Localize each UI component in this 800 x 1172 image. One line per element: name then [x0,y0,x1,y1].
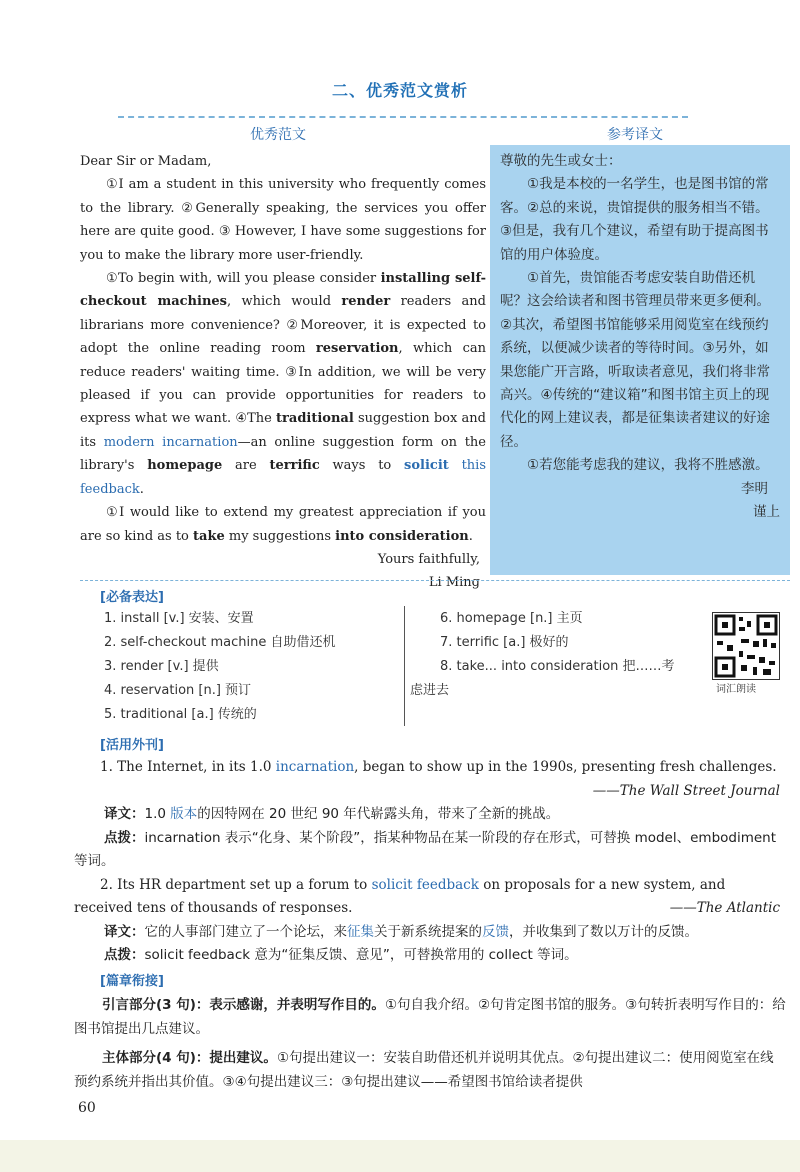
translation-paragraph-3: ①若您能考虑我的建议，我将不胜感激。 [527,457,769,474]
structure-paragraph-1: 引言部分(3 句)：表示感谢，并表明写作目的。①句自我介绍。②句肯定图书馆的服务。③句转折表明写作目的：给图书馆提出几点建议。 [74,997,786,1037]
essay-paragraph-3: ①I would like to extend my greatest appreciation if you are so kind as to take my suggestions into consideration. [80,505,486,544]
usage-section [74,756,780,968]
qr-label: 词汇朗读 [716,684,756,695]
essay-paragraph-1: ①I am a student in this university who frequently comes to the library. ②Generally speaking, the services you offer here are quite good. ③ However, I have some suggestions for you to make the library more user-friendly. [80,177,486,263]
structure-section [74,994,786,1094]
vocab-item: 虑进去 [410,683,450,698]
divider [118,116,688,118]
vocab-list-right [410,607,710,703]
essay-paragraph-2: ①To begin with, will you please consider installing self-checkout machines, which would render readers and librarians more convenience? ②Moreover, it is expected to adopt the online reading room reservation, which can reduce readers' waiting time. ③In addition, we will be very pleased if you can provide opportunities for readers to express what we want. ④The traditional suggestion box and its modern incarnation—an online suggestion form on the library's homepage are terrific ways to solicit this feedback. [80,271,486,497]
usage-tag: [活用外刊] [100,738,164,753]
divider [80,580,790,581]
usage-sentence-1: 1. The Internet, in its 1.0 incarnation, began to show up in the 1990s, presenting fresh challenges. [100,759,777,775]
usage-note-2: 点拨：solicit feedback 意为“征集反馈、意见”，可替换常用的 collect 等词。 [104,947,578,963]
translation-signature: 李明 [741,480,768,497]
vocab-item: 1. install [v.] 安装、安置 [104,611,254,626]
vocab-item: 2. self-checkout machine 自助借还机 [104,635,336,650]
essay-column-title: 优秀范文 [250,127,306,143]
vocab-item: 8. take... into consideration 把……考 [440,659,675,674]
essay-signature: Li Ming [428,575,480,591]
usage-note-1: 点拨：incarnation 表示“化身、某个阶段”，指某种物品在某一阶段的存在形式，可替换 model、embodiment 等词。 [74,829,777,869]
qr-code-icon[interactable] [712,612,780,680]
essay-salutation: Dear Sir or Madam, [80,154,212,169]
translation [500,150,780,525]
translation-paragraph-2: ①首先，贵馆能否考虑安装自助借还机呢？这会给读者和图书管理员带来更多便利。②其次，希望图书馆能够采用阅览室在线预约系统，以便减少读者的等待时间。③另外，如果您能广开言路，听取读者意见，我们将非常高兴。④传统的“建议箱”和图书馆主页上的现代化的网上建议表，都是征集读者建议的好途径。 [500,270,770,450]
usage-translation-2: 译文：它的人事部门建立了一个论坛，来征集关于新系统提案的反馈，并收集到了数以万计的反馈。 [104,923,698,940]
vocab-list-left [104,607,404,727]
vocab-item: 6. homepage [n.] 主页 [440,611,583,626]
structure-paragraph-2: 主体部分(4 句)：提出建议。①句提出建议一：安装自助借还机并说明其优点。②句提出建议二：使用阅览室在线预约系统并指出其价值。③④句提出建议三：③句提出建议——希望图书馆给读者提供 [74,1050,774,1090]
usage-source-2: ——The Atlantic [669,900,780,916]
structure-tag: [篇章衔接] [100,974,164,989]
bottom-band [0,1140,800,1172]
vocab-item: 5. traditional [a.] 传统的 [104,707,257,722]
usage-translation-1: 译文：1.0 版本的因特网在 20 世纪 90 年代崭露头角，带来了全新的挑战。 [104,806,560,822]
vocab-tag: [必备表达] [100,590,164,605]
essay-closing: Yours faithfully, [377,551,480,567]
vocab-divider [404,606,405,726]
page-number: 60 [78,1100,96,1116]
translation-column-title: 参考译文 [607,127,663,143]
translation-salutation: 尊敬的先生或女士： [500,153,622,169]
vocab-item: 4. reservation [n.] 预订 [104,683,252,698]
translation-signoff: 谨上 [753,504,780,521]
model-essay [80,150,486,595]
vocab-item: 7. terrific [a.] 极好的 [440,635,569,650]
usage-source-1: ——The Wall Street Journal [592,782,780,799]
section-title: 二、优秀范文赏析 [331,81,468,100]
usage-sentence-2: 2. Its HR department set up a forum to solicit feedback on proposals for a new system, and received tens of thousands of responses. [74,876,726,916]
translation-paragraph-1: ①我是本校的一名学生，也是图书馆的常客。②总的来说，贵馆提供的服务相当不错。③但是，我有几个建议，希望有助于提高图书馆的用户体验度。 [500,176,769,263]
vocab-item: 3. render [v.] 提供 [104,659,219,674]
